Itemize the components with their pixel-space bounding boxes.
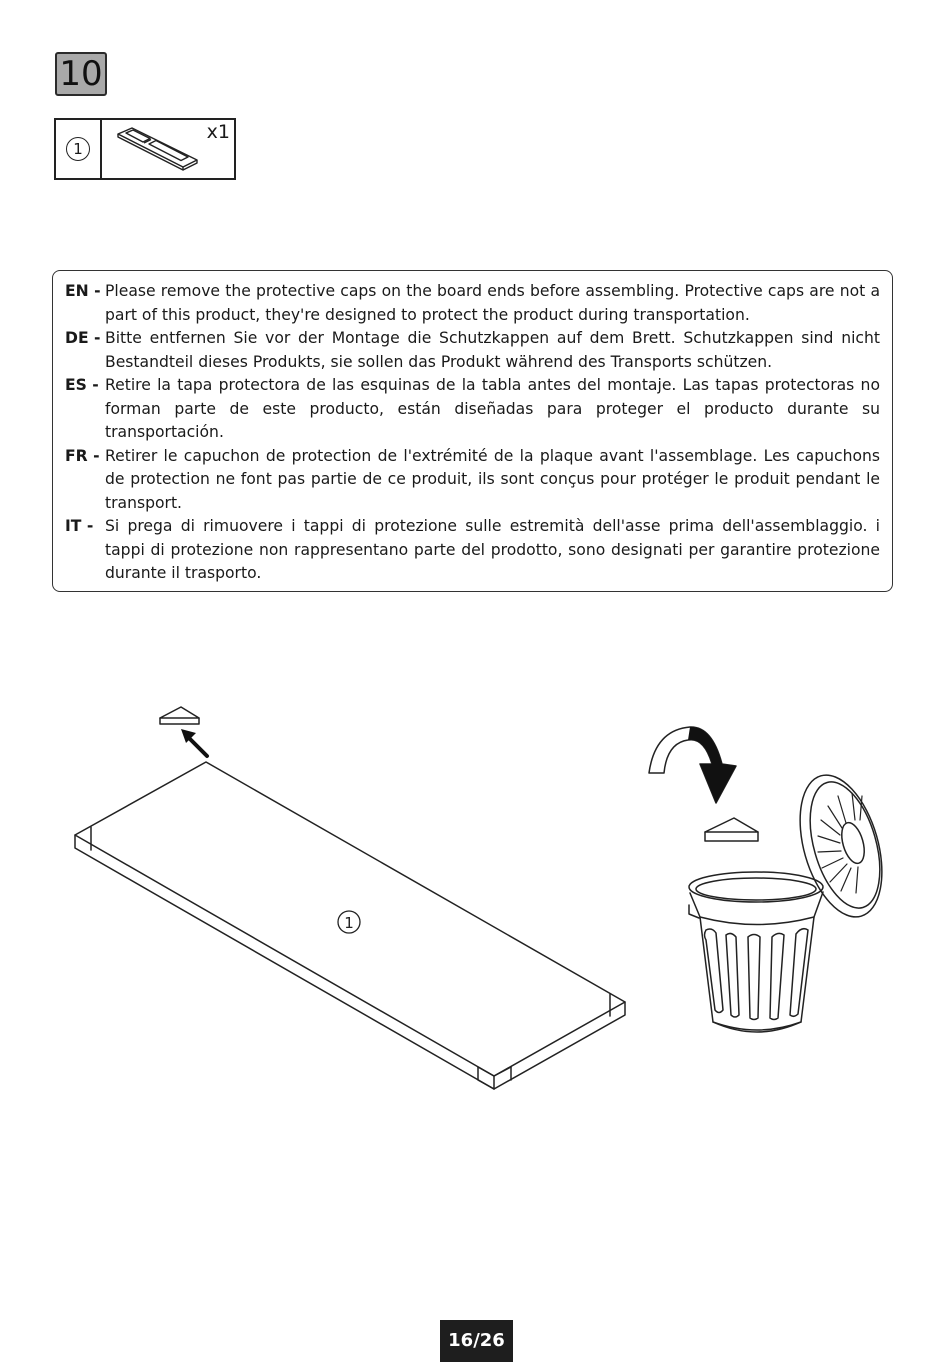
remove-arrow-icon [181, 729, 207, 756]
note-text: Bitte entfernen Sie vor der Montage die Schutzkappen auf dem Brett. Schutzkappen sind nicht Bestandteil dieses Produkts, sie sollen das Produkt während des Transports schützen. [105, 329, 880, 371]
note-text: Si prega di rimuovere i tappi di protezione sulle estremità dell'asse prima dell'assemblaggio. i tappi di protezione non rappresentano parte del prodotto, sono designati per garantire protezione durante il trasporto. [105, 517, 880, 582]
part-quantity: x1 [206, 121, 230, 143]
part-number-cell [56, 120, 102, 178]
language-code: FR - [65, 446, 100, 465]
dispose-arrow-icon [649, 727, 736, 803]
parts-list-box [54, 118, 236, 180]
protective-cap-icon [160, 707, 199, 724]
language-code: DE - [65, 329, 101, 347]
trash-bin-icon [689, 766, 897, 1032]
note-text: Please remove the protective caps on the board ends before assembling. Protective caps are not a part of this product, they're designed to protect the product during transportation. [105, 282, 880, 324]
language-code: ES - [65, 376, 99, 394]
note-text: Retirer le capuchon de protection de l'extrémité de la plaque avant l'assemblage. Les capuchons de protection ne font pas partie de ce produit, ils sont conçus pour protéger le produit pendant le transport. [105, 446, 880, 512]
note-it [65, 515, 880, 586]
svg-text:1: 1 [344, 914, 354, 932]
part-number-label: 1 [66, 137, 90, 161]
page-number: 16/26 [440, 1320, 513, 1362]
step-number-badge: 10 [55, 52, 107, 96]
board-part-label [338, 911, 360, 933]
assembly-illustration [0, 690, 950, 1110]
protective-cap-icon [705, 818, 758, 841]
note-fr [65, 445, 880, 516]
language-code: EN - [65, 282, 101, 300]
note-en [65, 280, 880, 327]
part-image-cell [102, 120, 234, 178]
instruction-notice [52, 270, 893, 592]
language-code: IT - [65, 517, 94, 535]
note-text: Retire la tapa protectora de las esquinas de la tabla antes del montaje. Las tapas protectoras no forman parte de este producto, están diseñadas para proteger el producto durante su transportación. [105, 376, 880, 441]
note-es [65, 374, 880, 445]
note-de [65, 327, 880, 374]
